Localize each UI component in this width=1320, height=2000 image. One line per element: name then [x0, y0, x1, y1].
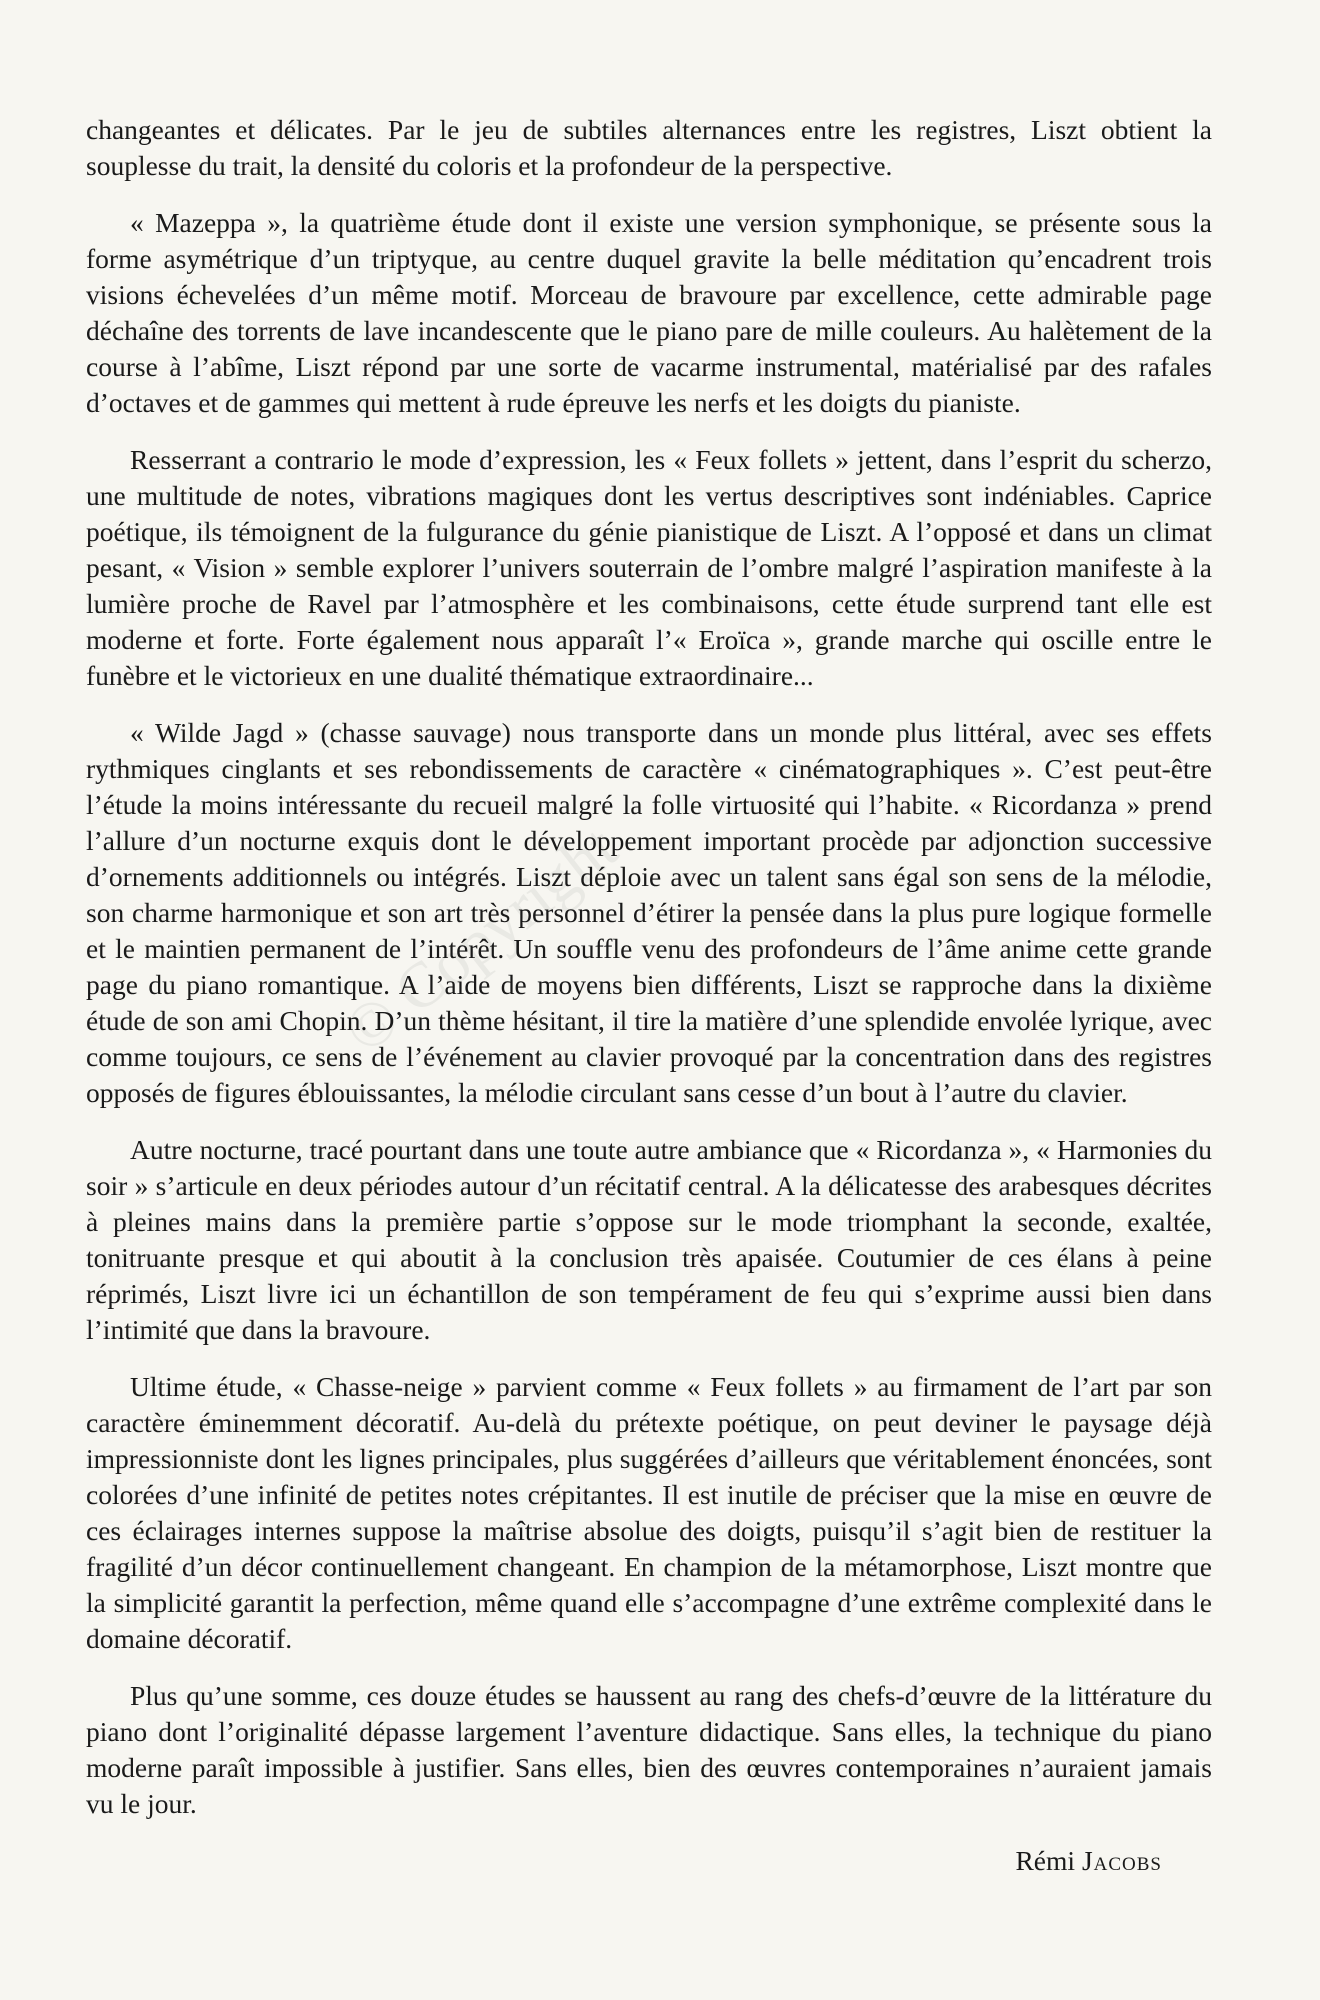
author-first-name: Rémi: [1015, 1845, 1076, 1876]
paragraph-conclusion: Plus qu’une somme, ces douze études se haussent au rang des chefs-d’œuvre de la littérature du piano dont l’originalité dépasse largement l’aventure didactique. Sans elles, la technique du piano moderne paraît impossible à justifier. Sans elles, bien des œuvres contemporaines n’auraient jamais vu le jour.: [86, 1680, 1212, 1819]
paragraph-feux-follets: Resserrant a contrario le mode d’expression, les « Feux follets » jettent, dans l’esprit du scherzo, une multitude de notes, vibrations magiques dont les vertus descriptives sont indéniables. Caprice poétique, ils témoignent de la fulgurance du génie pianistique de Liszt. A l’opposé et dans un climat pesant, « Vision » semble explorer l’univers souterrain de l’ombre malgré l’aspiration manifeste à la lumière proche de Ravel par l’atmosphère et les combinaisons, cette étude surprend tant elle est moderne et forte. Forte également nous apparaît l’« Eroïca », grande marche qui oscille entre le funèbre et le victorieux en une dualité thématique extraordinaire...: [86, 444, 1212, 691]
copyright-watermark: © Copyright: [330, 811, 630, 1067]
paragraph-harmonies-du-soir: Autre nocturne, tracé pourtant dans une toute autre ambiance que « Ricordanza », « Harmonies du soir » s’articule en deux périodes autour d’un récitatif central. A la délicatesse des arabesques décrites à pleines mains dans la première partie s’oppose sur le mode triomphant la seconde, exaltée, tonitruante presque et qui aboutit à la conclusion très apaisée. Coutumier de ces élans à peine réprimés, Liszt livre ici un échantillon de son tempérament de feu qui s’exprime aussi bien dans l’intimité que dans la bravoure.: [86, 1134, 1212, 1345]
author-signature: [86, 1843, 1162, 1879]
paragraph-1: changeantes et délicates. Par le jeu de subtiles alternances entre les registres, Liszt obtient la souplesse du trait, la densité du coloris et la profondeur de la perspective.: [86, 114, 1212, 181]
document-page: [86, 112, 1212, 1879]
paragraph-chasse-neige: Ultime étude, « Chasse-neige » parvient comme « Feux follets » au firmament de l’art par son caractère éminemment décoratif. Au-delà du prétexte poétique, on peut deviner le paysage déjà impressionniste dont les lignes principales, plus suggérées d’ailleurs que véritablement énoncées, sont colorées d’une infinité de petites notes crépitantes. Il est inutile de préciser que la mise en œuvre de ces éclairages internes suppose la maîtrise absolue des doigts, puisqu’il s’agit bien de restituer la fragilité d’un décor continuellement changeant. En champion de la métamorphose, Liszt montre que la simplicité garantit la perfection, même quand elle s’accompagne d’une extrême complexité dans le domaine décoratif.: [86, 1371, 1212, 1654]
paragraph-wilde-jagd: « Wilde Jagd » (chasse sauvage) nous transporte dans un monde plus littéral, avec ses effets rythmiques cinglants et ses rebondissements de caractère « cinématographiques ». C’est peut-être l’étude la moins intéressante du recueil malgré la folle virtuosité qui l’habite. « Ricordanza » prend l’allure d’un nocturne exquis dont le développement important procède par adjonction successive d’ornements additionnels ou intégrés. Liszt déploie avec un talent sans égal son sens de la mélodie, son charme harmonique et son art très personnel d’étirer la pensée dans la plus pure logique formelle et le maintien permanent de l’intérêt. Un souffle venu des profondeurs de l’âme anime cette grande page du piano romantique. A l’aide de moyens bien différents, Liszt se rapproche dans la dixième étude de son ami Chopin. D’un thème hésitant, il tire la matière d’une splendide envolée lyrique, avec comme toujours, ce sens de l’événement au clavier provoqué par la concentration dans des registres opposés de figures éblouissantes, la mélodie circulant sans cesse d’un bout à l’autre du clavier.: [86, 717, 1212, 1108]
paragraph-mazeppa: « Mazeppa », la quatrième étude dont il existe une version symphonique, se présente sous la forme asymétrique d’un triptyque, au centre duquel gravite la belle méditation qu’encadrent trois visions échevelées d’un même motif. Morceau de bravoure par excellence, cette admirable page déchaîne des torrents de lave incandescente que le piano pare de mille couleurs. Au halètement de la course à l’abîme, Liszt répond par une sorte de vacarme instrumental, matérialisé par des rafales d’octaves et de gammes qui mettent à rude épreuve les nerfs et les doigts du pianiste.: [86, 207, 1212, 418]
author-last-name: Jacobs: [1081, 1845, 1162, 1876]
